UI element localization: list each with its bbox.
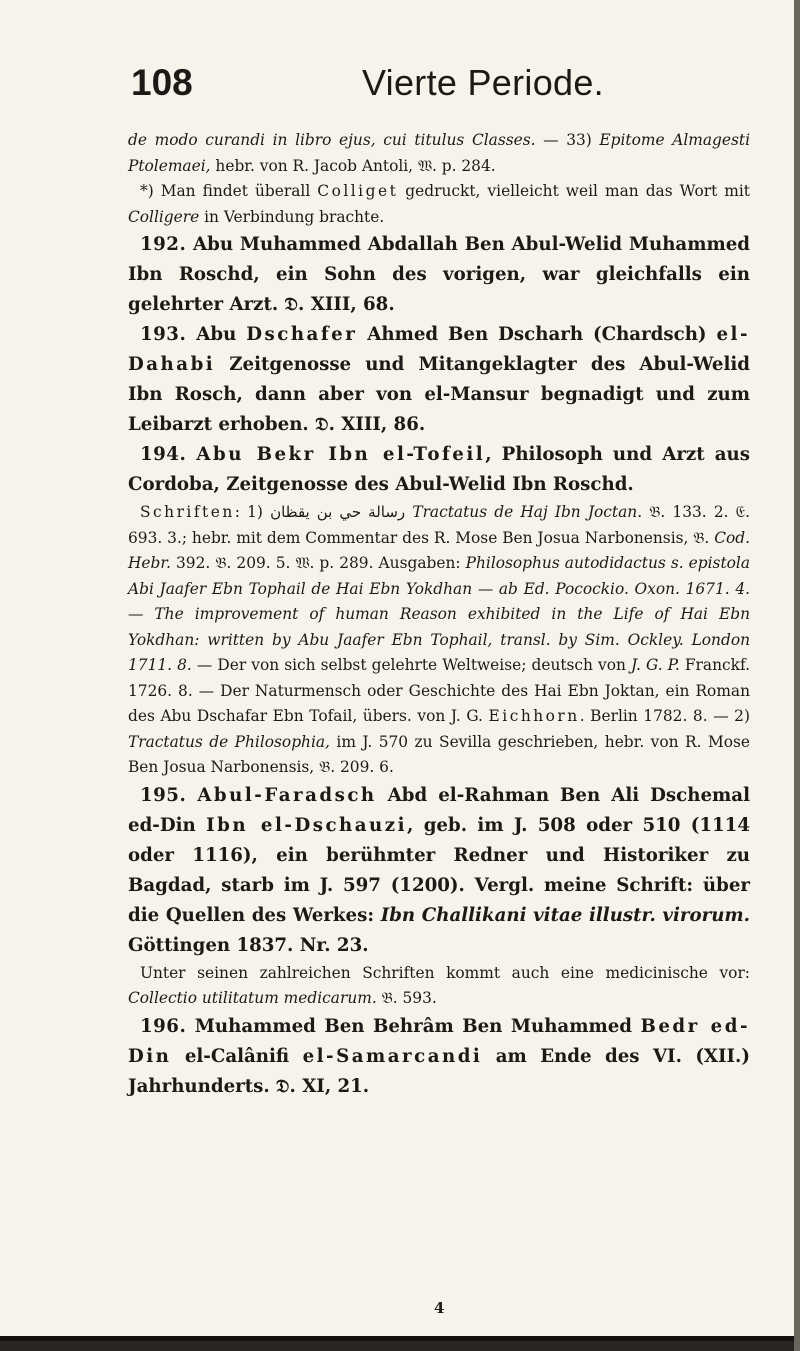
- page-body: [128, 128, 750, 1102]
- text-segment: Dschafer: [246, 324, 358, 345]
- text-segment: Muhammed Ben Behrâm Ben Muhammed: [186, 1015, 641, 1037]
- binding-edge: [794, 0, 800, 1351]
- entry-194-writings: [128, 500, 750, 781]
- text-segment: Abu Muhammed Abdallah Ben Abul-Welid Muhammed Ibn Roschd, ein Sohn des vorigen, war gleichfalls ein gelehrter Arzt. 𝔇. XIII, 68.: [128, 234, 750, 315]
- text-segment: — 33): [535, 131, 600, 149]
- text-segment: [186, 785, 197, 806]
- text-segment: , Philosoph und Arzt aus Cordoba, Zeitgenosse des Abul-Welid Ibn Roschd.: [128, 444, 750, 495]
- entry-196: [128, 1012, 750, 1102]
- text-segment: Tractatus de Philosophia,: [128, 732, 330, 751]
- entry-192: [128, 230, 750, 320]
- entry-number: 192.: [140, 234, 187, 255]
- text-segment: J. G. P.: [631, 656, 680, 674]
- text-segment: Collectio utilitatum medicarum.: [128, 989, 377, 1007]
- catchword: 4: [434, 1299, 445, 1317]
- page-header: [0, 62, 800, 112]
- text-segment: Zeitgenosse und Mitangeklagter des Abul-Welid Ibn Rosch, dann aber von el-Mansur begnadigt und zum Leibarzt erhoben. 𝔇. XIII, 86.: [128, 354, 750, 435]
- text-segment: am Ende des VI. (XII.) Jahrhunderts. 𝔇. XI, 21.: [128, 1045, 750, 1097]
- page-edge: [0, 1341, 800, 1351]
- text-segment: Göttingen 1837. Nr. 23.: [128, 934, 369, 956]
- text-segment: el-Samarcandi: [302, 1045, 483, 1067]
- entry-number: 195.: [140, 784, 187, 806]
- text-segment: 𝔅. 593.: [376, 989, 437, 1007]
- page-number: 108: [131, 62, 193, 103]
- text-segment: Cod. Hebr.: [128, 528, 750, 572]
- text-segment: Colligere: [128, 207, 200, 226]
- text-segment: , geb. im J. 508 oder 510 (1114 oder 1116), ein berühmter Redner und Historiker zu Bagdad, starb im J. 597 (1200). Vergl. meine Schrift: über die Quellen des Werkes:: [128, 814, 750, 926]
- text-segment: [186, 444, 196, 465]
- entry-194: [128, 440, 750, 500]
- text-segment: — Der von sich selbst gelehrte Weltweise; deutsch von: [191, 656, 631, 674]
- text-segment: el-Dahabi: [128, 324, 751, 375]
- running-title: Vierte Periode.: [362, 62, 604, 103]
- text-segment: Abd el-Rahman Ben Ali Dschemal ed-Din: [128, 784, 750, 836]
- text-segment: Franckf. 1726. 8. — Der Naturmensch oder Geschichte des Hai Ebn Joktan, ein Roman des Abu Dschafar Ebn Tofail, übers. von J. G.: [128, 656, 750, 725]
- text-segment: Abu Bekr Ibn el-Tofeil: [196, 444, 486, 465]
- text-segment: Eichhorn: [488, 707, 580, 725]
- text-segment: Ibn el-Dschauzi: [206, 814, 407, 836]
- text-segment: 392. 𝔅. 209. 5. 𝔚. p. 289. Ausgaben:: [170, 554, 466, 572]
- text-segment: el-Calânifi: [171, 1045, 303, 1067]
- entry-195: [128, 781, 750, 961]
- text-segment: Epitome Almagesti Ptolemaei,: [128, 131, 750, 175]
- text-segment: . Berlin 1782. 8. — 2): [579, 707, 750, 725]
- footnote-colliget: [128, 179, 750, 230]
- text-segment: : 1): [234, 503, 271, 521]
- text-segment: *) Man findet überall: [140, 182, 318, 200]
- paragraph-carryover: [128, 128, 750, 179]
- text-segment: Abu: [186, 324, 247, 345]
- arabic-title: رسالة حي بن يقظان: [270, 503, 406, 521]
- text-segment: Ahmed Ben Dscharh (Chardsch): [357, 324, 717, 345]
- text-segment: hebr. von R. Jacob Antoli, 𝔚. p. 284.: [210, 156, 496, 175]
- text-segment: Unter seinen zahlreichen Schriften kommt auch eine medicinische vor:: [140, 963, 750, 982]
- text-segment: Colliget: [317, 182, 399, 200]
- text-segment: de modo curandi in libro ejus, cui titulus Classes.: [128, 131, 536, 149]
- entry-number: 193.: [140, 324, 187, 345]
- text-segment: gedruckt, vielleicht weil man das Wort mit: [398, 182, 750, 200]
- entry-number: 196.: [140, 1015, 187, 1037]
- text-segment: in Verbindung brachte.: [199, 207, 385, 226]
- entry-193: [128, 320, 750, 440]
- text-segment: Philosophus autodidactus s. epistola Abi Jaafer Ebn Tophail de Hai Ebn Yokdhan — ab Ed. Pocockio. Oxon. 1671. 4. — The improvement of human Reason exhibited in the Life of Hai Ebn Yokdhan: written by Abu Jaafer Ebn Tophail, transl. by Sim. Ockley. London 1711. 8.: [128, 554, 750, 674]
- text-segment: Schriften: [140, 503, 235, 521]
- text-segment: 𝔅. 133. 2. 𝔈. 693. 3.; hebr. mit dem Commentar des R. Mose Ben Josua Narbonensis, 𝔅.: [128, 503, 750, 547]
- text-segment: Bedr ed-Din: [128, 1015, 750, 1067]
- text-segment: Ibn Challikani vitae illustr. virorum.: [380, 904, 750, 926]
- entry-number: 194.: [140, 444, 187, 465]
- entry-195-note: [128, 961, 750, 1012]
- text-segment: Tractatus de Haj Ibn Joctan.: [412, 503, 643, 521]
- text-segment: Abul-Faradsch: [197, 784, 377, 806]
- text-segment: im J. 570 zu Sevilla geschrieben, hebr. von R. Mose Ben Josua Narbonensis, 𝔅. 209. 6.: [128, 732, 750, 776]
